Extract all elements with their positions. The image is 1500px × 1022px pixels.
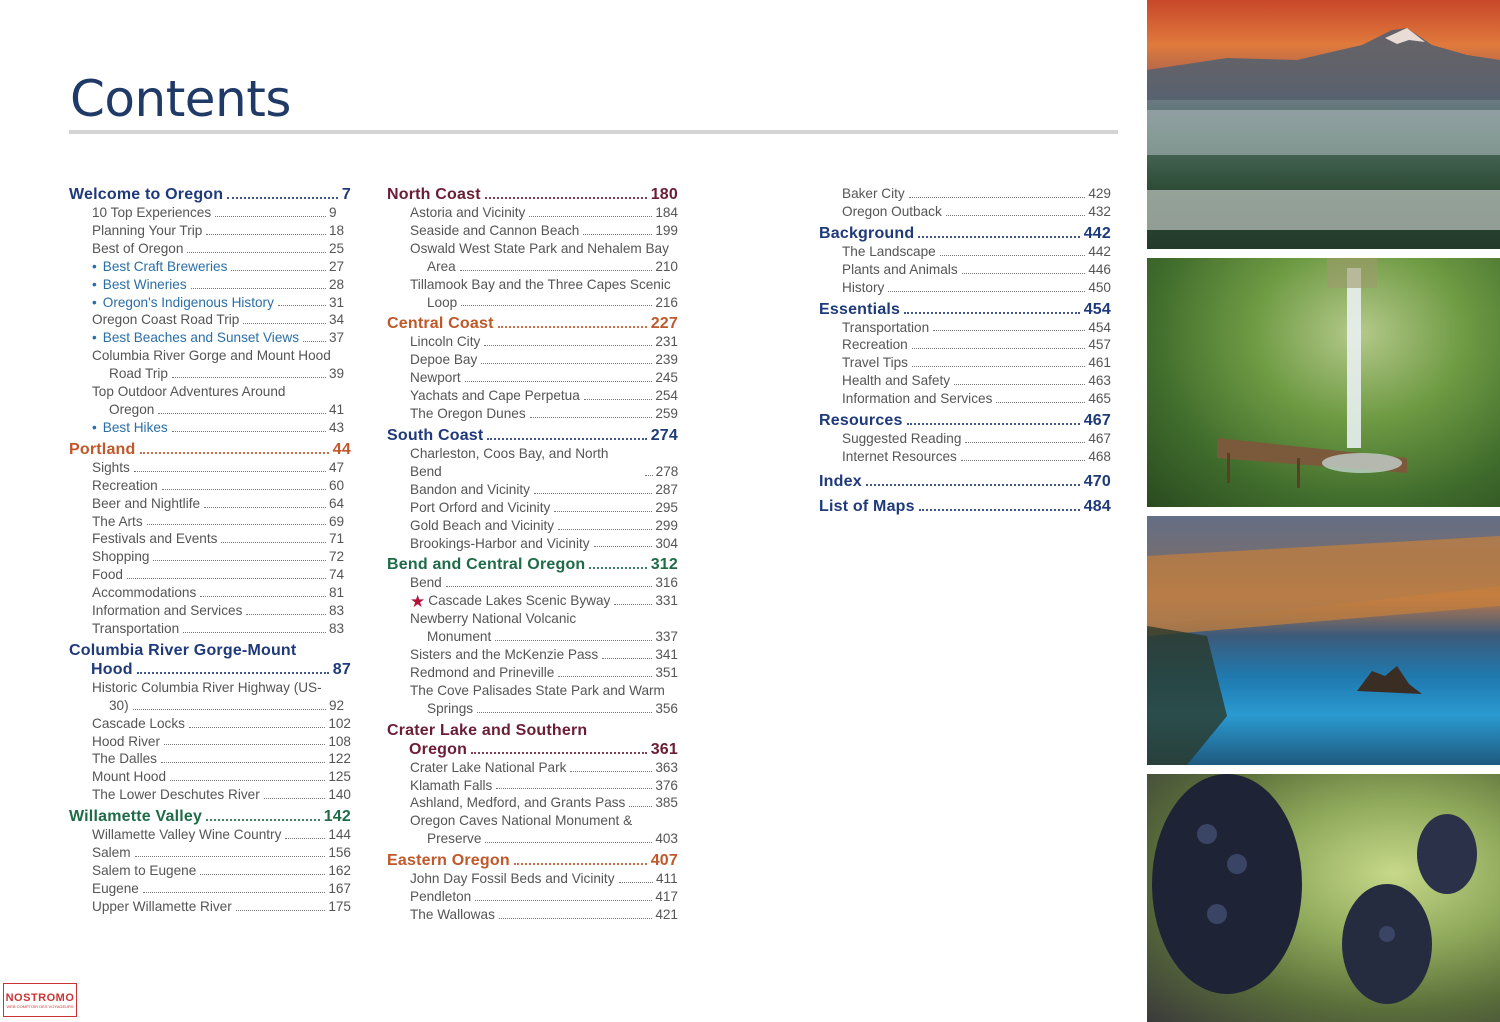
toc-entry[interactable]: The Landscape 442 [842, 243, 1111, 259]
toc-entry[interactable]: Willamette Valley Wine Country 144 [92, 827, 351, 843]
toc-entry[interactable]: Recreation 457 [842, 337, 1111, 353]
toc-entry[interactable]: The Wallowas 421 [410, 907, 678, 922]
toc-entry[interactable]: Depoe Bay 239 [410, 352, 678, 368]
toc-entry[interactable]: Astoria and Vicinity 184 [410, 205, 678, 220]
toc-entry[interactable]: Oregon Coast Road Trip 34 [92, 312, 345, 328]
toc-section-central-coast [387, 314, 678, 423]
toc-entry[interactable]: Sights 47 [92, 459, 345, 475]
toc-entry[interactable]: Internet Resources 468 [842, 448, 1111, 464]
toc-entry[interactable]: Bend 316 [410, 575, 678, 591]
toc-section-south-coast [387, 426, 678, 552]
toc-entry[interactable]: Pendleton 417 [410, 889, 678, 905]
toc-section-heading[interactable]: Central Coast 227 [387, 315, 678, 333]
mount-hood-sunrise-photo [1147, 0, 1500, 249]
toc-entry[interactable]: Health and Safety 463 [842, 373, 1111, 389]
toc-section-index [819, 472, 1111, 491]
toc-entry[interactable]: Baker City 429 [842, 186, 1111, 201]
toc-section-north-coast [387, 185, 678, 311]
toc-entry[interactable]: John Day Fossil Beds and Vicinity 411 [410, 871, 678, 887]
toc-entry[interactable]: The Cove Palisades State Park and Warm Springs 356 [410, 682, 678, 716]
toc-section-gorge [69, 641, 351, 804]
toc-section-heading[interactable]: Willamette Valley 142 [69, 808, 351, 826]
toc-entry[interactable]: Beer and Nightlife 64 [92, 495, 345, 511]
star-icon: ★ [410, 592, 426, 612]
toc-entry[interactable]: Information and Services 465 [842, 391, 1111, 407]
toc-entry[interactable]: Accommodations 81 [92, 585, 345, 601]
waterfall-photo [1147, 258, 1500, 507]
toc-section-heading[interactable]: Eastern Oregon 407 [387, 852, 678, 870]
toc-section-crater-lake [387, 721, 678, 849]
toc-entry[interactable]: Mount Hood 125 [92, 769, 351, 785]
toc-subentry[interactable]: • Best Wineries 28 [92, 276, 345, 292]
toc-section-welcome [69, 185, 351, 437]
bullet-icon: • [92, 276, 97, 292]
toc-entry[interactable]: Redmond and Prineville 351 [410, 664, 678, 680]
photo-strip [1147, 0, 1500, 1022]
toc-section-resources [819, 411, 1111, 466]
toc-entry[interactable]: Crater Lake National Park 363 [410, 759, 678, 775]
toc-entry[interactable]: Suggested Reading 467 [842, 431, 1111, 447]
toc-subentry[interactable]: • Best Hikes 43 [92, 419, 345, 435]
toc-entry[interactable]: Shopping 72 [92, 549, 345, 565]
toc-entry[interactable]: Salem 156 [92, 845, 351, 861]
toc-section-heading[interactable]: Resources 467 [819, 412, 1111, 430]
toc-entry[interactable]: Tillamook Bay and the Three Capes Scenic Loop 216 [410, 276, 678, 310]
toc-section-heading[interactable]: Index 470 [819, 472, 1111, 490]
toc-section-heading[interactable]: North Coast 180 [387, 186, 678, 203]
toc-entry[interactable]: Newberry National Volcanic Monument 337 [410, 611, 678, 645]
toc-subentry[interactable]: • Best Beaches and Sunset Views 37 [92, 330, 345, 346]
toc-entry[interactable]: Brookings-Harbor and Vicinity 304 [410, 535, 678, 551]
toc-section-portland [69, 440, 351, 638]
toc-section-eastern [387, 851, 678, 924]
toc-entry[interactable]: Cascade Locks 102 [92, 715, 351, 731]
toc-entry[interactable]: The Dalles 122 [92, 751, 351, 767]
toc-entry[interactable]: Upper Willamette River 175 [92, 898, 351, 914]
toc-entry[interactable]: Food 74 [92, 567, 345, 583]
toc-entry[interactable]: Festivals and Events 71 [92, 531, 345, 547]
toc-entry[interactable]: Transportation 83 [92, 620, 345, 636]
toc-entry[interactable]: Oswald West State Park and Nehalem Bay Area 210 [410, 240, 678, 274]
toc-entry[interactable]: Transportation 454 [842, 319, 1111, 335]
toc-subentry[interactable]: • Best Craft Breweries 27 [92, 258, 345, 274]
toc-entry[interactable]: The Arts 69 [92, 513, 345, 529]
toc-entry[interactable]: 10 Top Experiences 9 [92, 205, 337, 220]
toc-entry[interactable]: Bandon and Vicinity 287 [410, 481, 678, 497]
toc-section-heading[interactable]: Crater Lake and Southern Oregon 361 [387, 721, 678, 758]
bullet-icon: • [92, 258, 97, 274]
toc-section-heading[interactable]: South Coast 274 [387, 426, 678, 444]
toc-entry[interactable]: Best of Oregon 25 [92, 240, 345, 256]
page-title: Contents [70, 70, 291, 128]
toc-entry[interactable]: Klamath Falls 376 [410, 777, 678, 793]
toc-entry[interactable]: History 450 [842, 279, 1111, 295]
toc-entry[interactable]: Hood River 108 [92, 733, 351, 749]
toc-entry[interactable]: Columbia River Gorge and Mount Hood Road Trip 39 [92, 348, 345, 382]
toc-section-background [819, 224, 1111, 297]
crater-lake-photo [1147, 516, 1500, 765]
toc-entry[interactable]: Sisters and the McKenzie Pass 341 [410, 647, 678, 663]
toc-entry[interactable]: Yachats and Cape Perpetua 254 [410, 388, 678, 404]
toc-entry[interactable]: Ashland, Medford, and Grants Pass 385 [410, 795, 678, 811]
toc-entry[interactable]: Charleston, Coos Bay, and North Bend 278 [410, 445, 679, 479]
bullet-icon: • [92, 419, 97, 435]
toc-entry[interactable]: Top Outdoor Adventures Around Oregon 41 [92, 384, 345, 417]
bullet-icon: • [92, 330, 97, 346]
toc-column-2 [387, 185, 678, 927]
toc-section-heading[interactable]: Background 442 [819, 224, 1111, 242]
toc-section-heading[interactable]: List of Maps 484 [819, 497, 1111, 515]
toc-entry[interactable]: The Oregon Dunes 259 [410, 406, 678, 422]
toc-section-essentials [819, 300, 1111, 409]
grapes-photo [1147, 774, 1500, 1022]
toc-entry[interactable]: Travel Tips 461 [842, 355, 1111, 371]
toc-entry[interactable]: Newport 245 [410, 370, 678, 386]
toc-section-heading[interactable]: Welcome to Oregon 7 [69, 186, 351, 203]
title-divider [69, 130, 1118, 134]
toc-section-eastern-continued [819, 185, 1111, 221]
toc-entry[interactable]: Oregon Caves National Monument & Preserve 403 [410, 813, 678, 847]
toc-entry[interactable]: Eugene 167 [92, 880, 351, 896]
toc-entry[interactable]: Lincoln City 231 [410, 334, 678, 350]
toc-section-bend [387, 555, 678, 717]
toc-entry[interactable]: Planning Your Trip 18 [92, 222, 345, 238]
nostromo-logo: NOSTROMO WEB COMPTOIR DES VOYAGEURS [3, 983, 77, 1017]
toc-entry[interactable]: The Lower Deschutes River 140 [92, 787, 351, 803]
toc-entry[interactable]: Gold Beach and Vicinity 299 [410, 517, 678, 533]
toc-section-maps [819, 497, 1111, 516]
bullet-icon: • [92, 294, 97, 310]
toc-column-3 [819, 185, 1111, 519]
toc-column-1 [69, 185, 351, 919]
toc-entry-featured[interactable]: ★ Cascade Lakes Scenic Byway 331 [410, 592, 678, 612]
toc-entry[interactable]: Plants and Animals 446 [842, 261, 1111, 277]
toc-entry[interactable]: Salem to Eugene 162 [92, 863, 351, 878]
toc-section-heading[interactable]: Columbia River Gorge-Mount Hood 87 [69, 641, 351, 678]
toc-section-heading[interactable]: Portland 44 [69, 440, 351, 458]
toc-subentry[interactable]: • Oregon's Indigenous History 31 [92, 294, 345, 310]
toc-section-heading[interactable]: Essentials 454 [819, 300, 1111, 318]
toc-entry[interactable]: Information and Services 83 [92, 603, 345, 619]
toc-entry[interactable]: Oregon Outback 432 [842, 203, 1111, 219]
toc-entry[interactable]: Historic Columbia River Highway (US- 30) 92 [92, 679, 345, 713]
toc-section-willamette [69, 807, 351, 916]
toc-entry[interactable]: Port Orford and Vicinity 295 [410, 499, 678, 515]
toc-section-heading[interactable]: Bend and Central Oregon 312 [387, 556, 678, 574]
toc-entry[interactable]: Seaside and Cannon Beach 199 [410, 222, 678, 238]
toc-entry[interactable]: Recreation 60 [92, 477, 345, 493]
